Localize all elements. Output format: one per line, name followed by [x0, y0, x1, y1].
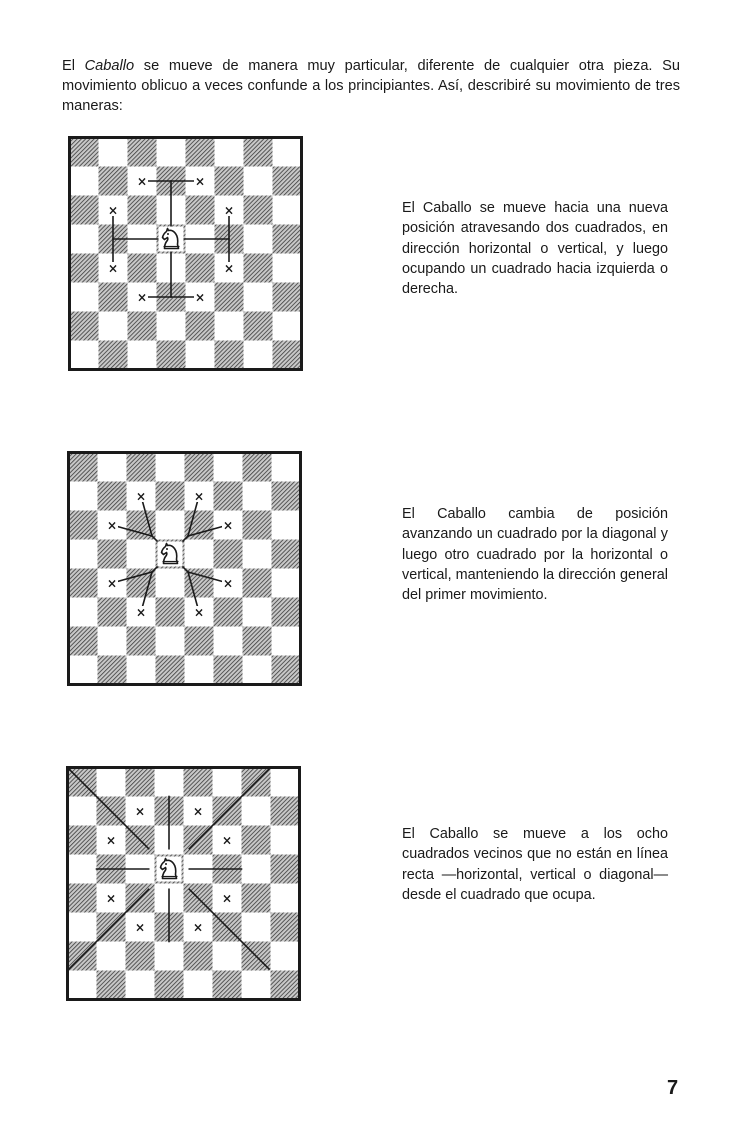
dark-square — [242, 884, 271, 913]
dark-square — [242, 826, 271, 855]
dark-square — [186, 254, 215, 283]
dark-square — [70, 312, 99, 341]
svg-text:×: × — [221, 833, 233, 848]
dark-square — [70, 196, 99, 225]
dark-square — [243, 511, 272, 540]
chess-diagram-1 — [68, 136, 303, 371]
chess-diagram-2 — [67, 451, 302, 686]
dark-square — [128, 196, 157, 225]
dark-square — [272, 482, 301, 511]
svg-text:×: × — [107, 261, 119, 276]
dark-square — [156, 482, 185, 511]
svg-text:×: × — [105, 891, 117, 906]
svg-text:×: × — [193, 605, 205, 620]
svg-text:×: × — [193, 489, 205, 504]
dark-square — [214, 482, 243, 511]
dark-square — [243, 569, 272, 598]
dark-square — [273, 225, 302, 254]
svg-text:×: × — [194, 290, 206, 305]
svg-text:×: × — [223, 261, 235, 276]
svg-text:×: × — [135, 489, 147, 504]
dark-square — [128, 138, 157, 167]
knight-icon — [157, 857, 182, 882]
svg-text:×: × — [134, 804, 146, 819]
intro-text-start: El — [62, 58, 85, 74]
dark-square — [126, 942, 155, 971]
svg-text:×: × — [192, 920, 204, 935]
dark-square — [126, 768, 155, 797]
intro-text-italic: Caballo — [84, 58, 135, 74]
dark-square — [244, 254, 273, 283]
dark-square — [99, 283, 128, 312]
dark-square — [215, 167, 244, 196]
diagram-3-caption: El Caballo se mueve a los ocho cuadrados vecinos que no están en línea recta —horizontal, vertical o diagonal— desde el cuadrado que ocupa. — [402, 826, 668, 903]
dark-square — [68, 826, 97, 855]
dark-square — [215, 341, 244, 370]
dark-square — [98, 598, 127, 627]
dark-square — [185, 453, 214, 482]
dark-square — [128, 254, 157, 283]
dark-square — [272, 540, 301, 569]
svg-text:×: × — [222, 518, 234, 533]
dark-square — [184, 768, 213, 797]
intro-text-rest: se mueve de manera muy particular, diferente de cualquier otra pieza. Su movimiento oblicuo a veces confunde a los principiantes. Así, describiré su movimiento de tres maneras: — [62, 58, 680, 114]
dark-square — [69, 627, 98, 656]
dark-square — [271, 913, 300, 942]
dark-square — [70, 254, 99, 283]
chess-diagram-3 — [66, 766, 301, 1001]
dark-square — [273, 341, 302, 370]
dark-square — [128, 312, 157, 341]
dark-square — [273, 283, 302, 312]
svg-text:×: × — [136, 290, 148, 305]
svg-text:×: × — [221, 891, 233, 906]
dark-square — [156, 598, 185, 627]
dark-square — [185, 627, 214, 656]
dark-square — [155, 971, 184, 1000]
dark-square — [271, 855, 300, 884]
svg-text:×: × — [106, 576, 118, 591]
svg-text:×: × — [135, 605, 147, 620]
chessboard-svg — [66, 766, 301, 1001]
dark-square — [68, 884, 97, 913]
dark-square — [273, 167, 302, 196]
page-number: 7 — [667, 1077, 679, 1099]
dark-square — [98, 482, 127, 511]
dark-square — [272, 656, 301, 685]
dark-square — [271, 797, 300, 826]
dark-square — [70, 138, 99, 167]
dark-square — [243, 627, 272, 656]
chessboard-svg — [68, 136, 303, 371]
dark-square — [127, 627, 156, 656]
dark-square — [272, 598, 301, 627]
dark-square — [214, 598, 243, 627]
dark-square — [243, 453, 272, 482]
dark-square — [127, 453, 156, 482]
dark-square — [244, 196, 273, 225]
dark-square — [97, 971, 126, 1000]
dark-square — [244, 312, 273, 341]
dark-square — [213, 971, 242, 1000]
svg-text:×: × — [194, 174, 206, 189]
dark-square — [186, 196, 215, 225]
svg-text:×: × — [192, 804, 204, 819]
diagram-2-caption: El Caballo cambia de posición avanzando un cuadrado por la diagonal y luego otro cuadrado por la horizontal o vertical, manteniendo la dirección general del primer movimiento. — [402, 506, 668, 604]
dark-square — [186, 312, 215, 341]
dark-square — [215, 283, 244, 312]
dark-square — [69, 453, 98, 482]
dark-square — [98, 540, 127, 569]
svg-text:×: × — [136, 174, 148, 189]
dark-square — [244, 138, 273, 167]
dark-square — [157, 341, 186, 370]
svg-text:×: × — [134, 920, 146, 935]
svg-text:×: × — [106, 518, 118, 533]
dark-square — [99, 341, 128, 370]
dark-square — [69, 511, 98, 540]
diagram-1-caption: El Caballo se mueve hacia una nueva posición atravesando dos cuadrados, en dirección horizontal o vertical, y luego ocupando un cuadrado hacia izquierda o derecha. — [402, 200, 668, 298]
dark-square — [214, 656, 243, 685]
dark-square — [69, 569, 98, 598]
dark-square — [156, 656, 185, 685]
dark-square — [186, 138, 215, 167]
knight-icon — [158, 542, 183, 567]
knight-icon — [159, 227, 184, 252]
intro-paragraph — [62, 56, 680, 116]
dark-square — [184, 942, 213, 971]
svg-text:×: × — [223, 203, 235, 218]
svg-text:×: × — [107, 203, 119, 218]
dark-square — [98, 656, 127, 685]
svg-text:×: × — [105, 833, 117, 848]
dark-square — [99, 167, 128, 196]
svg-text:×: × — [222, 576, 234, 591]
chessboard-svg — [67, 451, 302, 686]
dark-square — [271, 971, 300, 1000]
dark-square — [214, 540, 243, 569]
